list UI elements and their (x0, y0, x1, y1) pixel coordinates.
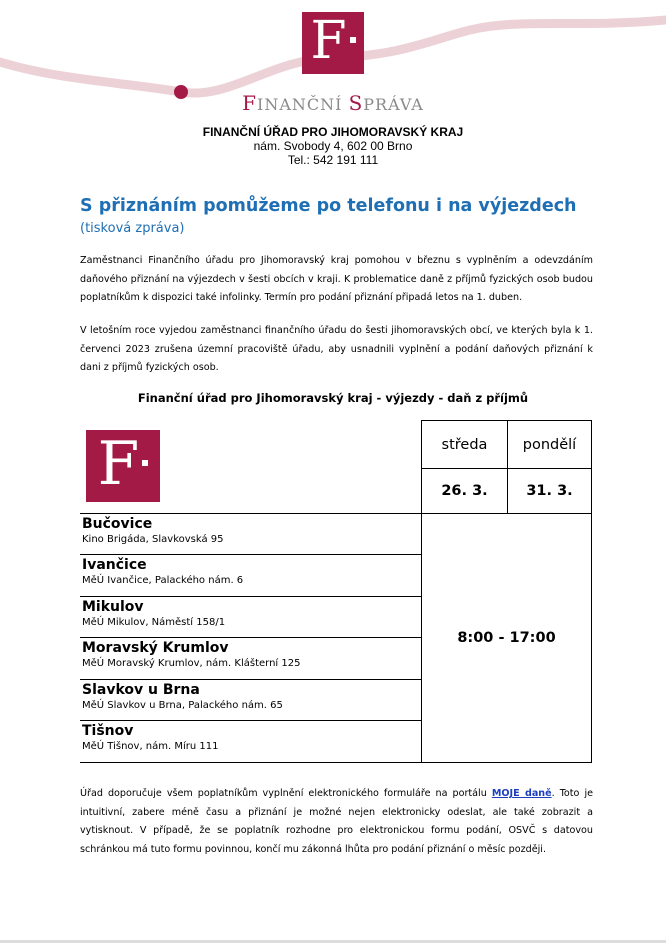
town-address: MěÚ Slavkov u Brna, Palackého nám. 65 (82, 700, 283, 711)
day-header: pondělí (507, 420, 592, 469)
paragraph-intro: Zaměstnanci Finančního úřadu pro Jihomoravský kraj pomohou v březnu s vyplněním a odevzdáním daňového přiznání na výjezdech v šesti obcích v kraji. K problematice daně z příjmů fyzických osob budou poplatníkům k dispozici také infolinky. Termín pro podání přiznání připadá letos na 1. duben. (80, 255, 593, 303)
town-address: MěÚ Ivančice, Palackého nám. 6 (82, 575, 244, 586)
article-subtitle: (tisková zpráva) (80, 221, 185, 236)
hours-cell: 8:00 - 17:00 (421, 513, 592, 763)
paragraph-detail: V letošním roce vyjedou zaměstnanci finančního úřadu do šesti jihomoravských obcí, ve kterých byla k 1. červenci 2023 zrušena územní pracoviště úřadu, aby usnadnili vyplnění a podání daňových přiznání k dani z příjmů fyzických osob. (80, 325, 593, 373)
table-row (80, 555, 422, 597)
schedule-table (80, 420, 592, 763)
date-header: 31. 3. (507, 468, 592, 514)
town-name: Slavkov u Brna (82, 682, 200, 698)
table-row (80, 680, 422, 721)
date-header: 26. 3. (421, 468, 508, 514)
table-row (80, 597, 422, 638)
town-address: Kino Brigáda, Slavkovská 95 (82, 534, 224, 545)
office-name: FINANČNÍ ÚŘAD PRO JIHOMORAVSKÝ KRAJ (202, 125, 464, 139)
table-logo (86, 430, 160, 502)
town-address: MěÚ Moravský Krumlov, nám. Klášterní 125 (82, 658, 301, 669)
logo-letter: F (310, 11, 347, 71)
paragraph-text: Úřad doporučuje všem poplatníkům vyplnění elektronického formuláře na portálu (80, 788, 492, 799)
town-address: MěÚ Mikulov, Náměstí 158/1 (82, 617, 226, 628)
logo-dot-icon (142, 460, 148, 466)
logo (302, 12, 364, 74)
town-name: Moravský Krumlov (82, 640, 229, 656)
office-block (0, 125, 666, 167)
brand-initial: S (348, 91, 364, 115)
town-name: Bučovice (82, 516, 153, 532)
town-name: Tišnov (82, 723, 134, 739)
logo-dot-icon (350, 37, 356, 43)
logo-letter: F (97, 429, 140, 499)
table-row (80, 721, 422, 763)
day-header: středa (421, 420, 508, 469)
town-name: Mikulov (82, 599, 144, 615)
brand-initial: F (242, 91, 258, 115)
schedule-title: Finanční úřad pro Jihomoravský kraj - výjezdy - daň z příjmů (137, 391, 529, 405)
town-name: Ivančice (82, 557, 147, 573)
brand-word: PRÁVA (363, 95, 424, 114)
paragraph-text: . Toto je intuitivní, zabere méně času a přiznání je možné nejen elektronicky odeslat, ale také zobrazit a vytisknout. V případě, že se poplatník rozhodne pro elektronickou formu podání, OSVČ s datovou schránkou má tuto formu povinnou, končí mu zákonná lhůta pro podání přiznání o měsíc později. (80, 788, 594, 855)
office-address: nám. Svobody 4, 602 00 Brno (253, 139, 413, 153)
paragraph-recommendation (80, 785, 593, 859)
table-row (80, 638, 422, 680)
brand-name (0, 91, 666, 115)
brand-word: INANČNÍ (257, 95, 349, 114)
office-phone: Tel.: 542 191 111 (287, 153, 379, 167)
town-address: MěÚ Tišnov, nám. Míru 111 (82, 741, 219, 752)
article-title: S přiznáním pomůžeme po telefonu i na výjezdech (80, 196, 577, 216)
table-row (80, 514, 422, 555)
moje-dane-link[interactable]: MOJE daně (491, 788, 552, 799)
